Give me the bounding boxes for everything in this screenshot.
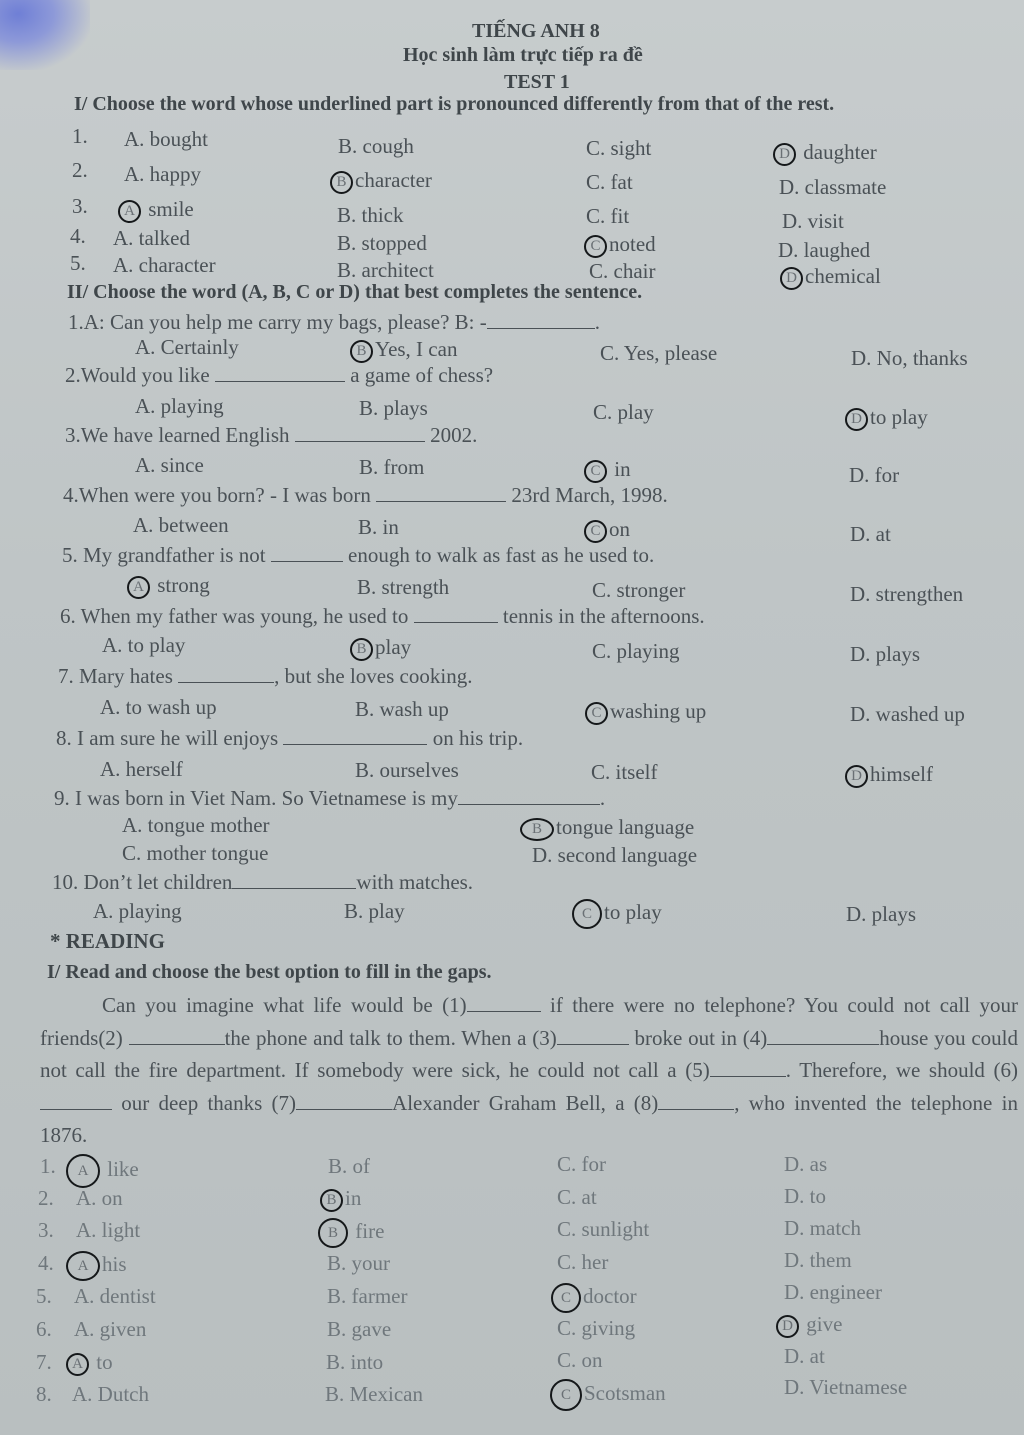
option-d: D. classmate: [779, 175, 887, 199]
circle-mark-icon: B: [520, 818, 554, 841]
q1-option-a: A. Certainly: [135, 335, 239, 359]
option-b: B character: [330, 168, 432, 194]
question-10-text: 10. Don’t let children with matches.: [52, 870, 474, 894]
question-5-text: 5. My grandfather is not enough to walk as fast as he used to.: [62, 543, 655, 567]
q4-option-b: B. in: [358, 515, 399, 539]
test-title: TEST 1: [504, 71, 570, 93]
option-c: C. sunlight: [557, 1217, 650, 1241]
option-a: A his: [66, 1251, 127, 1281]
option-c: C. for: [557, 1152, 606, 1176]
q1-option-d: D. No, thanks: [851, 346, 968, 370]
row-number: 3.: [38, 1218, 54, 1242]
q-number: 2.: [72, 158, 88, 182]
q-number: 3.: [72, 194, 88, 218]
q8-option-c: C. itself: [591, 760, 658, 784]
circle-mark-icon: C: [584, 520, 607, 543]
circle-mark-icon: D: [845, 408, 868, 431]
option-d: D. them: [784, 1248, 852, 1272]
question-7-text: 7. Mary hates , but she loves cooking.: [58, 664, 473, 688]
option-c: C. at: [557, 1185, 597, 1209]
circle-mark-icon: D: [776, 1315, 799, 1338]
option-d: D. to: [784, 1184, 826, 1208]
question-1-text: 1.A: Can you help me carry my bags, please? B: - .: [68, 310, 600, 334]
q5-option-d: D. strengthen: [850, 582, 964, 606]
option-d: D. match: [784, 1216, 861, 1240]
q1-option-b: B Yes, I can: [350, 337, 457, 363]
q9-option-a: A. tongue mother: [122, 813, 270, 837]
question-2-text: 2.Would you like a game of chess?: [65, 363, 494, 387]
option-c: C. on: [557, 1348, 603, 1372]
option-a: A like: [66, 1154, 139, 1188]
option-a: A. talked: [113, 226, 190, 250]
option-a: A. happy: [124, 162, 201, 186]
q8-option-d: D himself: [845, 762, 933, 788]
option-a: A. light: [76, 1218, 141, 1242]
row-number: 6.: [36, 1317, 52, 1341]
circle-mark-icon: C: [550, 1379, 582, 1411]
q5-option-b: B. strength: [357, 575, 450, 599]
row-number: 2.: [38, 1186, 54, 1210]
q6-option-d: D. plays: [850, 642, 920, 666]
q8-option-b: B. ourselves: [355, 758, 459, 782]
option-a: A. given: [74, 1317, 147, 1341]
option-d: D. as: [784, 1152, 828, 1176]
q5-option-a: A strong: [127, 573, 210, 599]
row-number: 1.: [40, 1154, 56, 1178]
instruction-line: Học sinh làm trực tiếp ra đề: [403, 44, 643, 66]
circle-mark-icon: B: [318, 1218, 348, 1248]
q4-option-d: D. at: [850, 522, 891, 546]
option-c: C. fat: [586, 170, 633, 194]
option-b: B. Mexican: [325, 1382, 423, 1406]
option-d: D. visit: [782, 209, 844, 233]
circle-mark-icon: B: [350, 340, 373, 363]
q8-option-a: A. herself: [100, 757, 183, 781]
q2-option-d: D to play: [845, 405, 928, 431]
q6-option-a: A. to play: [102, 633, 186, 657]
circle-mark-icon: C: [572, 899, 602, 929]
reading-heading: * READING: [50, 929, 165, 953]
q9-option-c: C. mother tongue: [122, 841, 269, 865]
row-number: 8.: [36, 1382, 52, 1406]
q1-option-c: C. Yes, please: [600, 341, 718, 365]
option-d: D. at: [784, 1344, 825, 1368]
option-a: A to: [66, 1350, 113, 1376]
option-b: B. gave: [327, 1317, 392, 1341]
option-a: A. bought: [124, 127, 208, 151]
part1-title: I/ Choose the word whose underlined part is pronounced differently from that of the rest.: [74, 93, 835, 115]
q-number: 5.: [70, 251, 86, 275]
circle-mark-icon: B: [320, 1189, 343, 1212]
option-c: C Scotsman: [550, 1379, 666, 1411]
option-c: C. giving: [557, 1316, 636, 1340]
reading-title: I/ Read and choose the best option to fill in the gaps.: [47, 961, 492, 983]
circle-mark-icon: D: [773, 143, 796, 166]
row-number: 5.: [36, 1284, 52, 1308]
question-8-text: 8. I am sure he will enjoys on his trip.: [56, 726, 524, 750]
circle-mark-icon: C: [585, 702, 608, 725]
option-b: B in: [320, 1186, 361, 1212]
part2-title: II/ Choose the word (A, B, C or D) that best completes the sentence.: [67, 281, 643, 303]
circle-mark-icon: A: [66, 1251, 100, 1281]
q6-option-b: B play: [350, 635, 411, 661]
option-a: A. Dutch: [72, 1382, 149, 1406]
q3-option-a: A. since: [135, 453, 204, 477]
option-a: A. character: [113, 253, 216, 277]
circle-mark-icon: A: [118, 200, 141, 223]
circle-mark-icon: B: [330, 171, 353, 194]
circle-mark-icon: C: [584, 235, 607, 258]
q7-option-a: A. to wash up: [100, 695, 217, 719]
option-d: D chemical: [780, 264, 881, 290]
q3-option-b: B. from: [359, 455, 425, 479]
q3-option-c: C in: [584, 457, 631, 483]
q3-option-d: D. for: [849, 463, 900, 487]
q7-option-d: D. washed up: [850, 702, 965, 726]
option-b: B. of: [328, 1154, 370, 1178]
option-b: B. stopped: [337, 231, 427, 255]
option-d: D. engineer: [784, 1280, 882, 1304]
circle-mark-icon: B: [350, 638, 373, 661]
circle-mark-icon: A: [66, 1154, 100, 1188]
q4-option-a: A. between: [133, 513, 229, 537]
option-c: C. her: [557, 1250, 609, 1274]
q10-option-d: D. plays: [846, 902, 916, 926]
q4-option-c: C on: [584, 517, 630, 543]
option-c: C. chair: [589, 259, 656, 283]
circle-mark-icon: D: [845, 765, 868, 788]
option-d: D. Vietnamese: [784, 1375, 908, 1399]
question-9-text: 9. I was born in Viet Nam. So Vietnamese is my .: [54, 786, 606, 810]
option-d: D daughter: [773, 140, 877, 166]
option-b: B fire: [318, 1218, 384, 1248]
q10-option-a: A. playing: [93, 899, 182, 923]
q9-option-d: D. second language: [532, 843, 698, 867]
option-b: B. thick: [337, 203, 404, 227]
row-number: 4.: [38, 1251, 54, 1275]
q10-option-c: C to play: [572, 899, 662, 929]
q2-option-a: A. playing: [135, 394, 224, 418]
option-d: D. laughed: [778, 238, 871, 262]
option-b: B. cough: [338, 134, 414, 158]
q10-option-b: B. play: [344, 899, 405, 923]
circle-mark-icon: A: [66, 1353, 89, 1376]
q7-option-c: C washing up: [585, 699, 706, 725]
option-c: C noted: [584, 232, 656, 258]
q7-option-b: B. wash up: [355, 697, 449, 721]
subject-title: TIẾNG ANH 8: [472, 20, 600, 42]
option-a: A smile: [118, 197, 194, 223]
option-b: B. architect: [337, 258, 434, 282]
option-c: C. fit: [586, 204, 630, 228]
q-number: 4.: [70, 224, 86, 248]
q5-option-c: C. stronger: [592, 578, 686, 602]
q6-option-c: C. playing: [592, 639, 680, 663]
reading-passage: Can you imagine what life would be (1) if there were no telephone? You could not call your friends(2) the phone and talk to them. When a (3) broke out in (4) house you could not call the fire department. If somebody were sick, he could not call a (5) . Therefore, we should (6) our deep thanks (7) Alexander Graham Bell, a (8) , who invented the telephone in 1876.: [40, 993, 1018, 1147]
row-number: 7.: [36, 1350, 52, 1374]
option-b: B. into: [326, 1350, 384, 1374]
option-b: B. your: [327, 1251, 390, 1275]
circle-mark-icon: D: [780, 267, 803, 290]
pen-glare: [0, 0, 90, 70]
option-c: C doctor: [551, 1283, 637, 1313]
circle-mark-icon: C: [584, 460, 607, 483]
question-6-text: 6. When my father was young, he used to tennis in the afternoons.: [60, 604, 705, 628]
question-4-text: 4.When were you born? - I was born 23rd March, 1998.: [63, 483, 668, 507]
option-a: A. dentist: [74, 1284, 156, 1308]
option-a: A. on: [76, 1186, 123, 1210]
circle-mark-icon: C: [551, 1283, 581, 1313]
q2-option-c: C. play: [593, 400, 654, 424]
circle-mark-icon: A: [127, 576, 150, 599]
q-number: 1.: [72, 124, 88, 148]
option-c: C. sight: [586, 136, 652, 160]
option-d: D give: [776, 1312, 842, 1338]
q2-option-b: B. plays: [359, 396, 428, 420]
option-b: B. farmer: [327, 1284, 408, 1308]
question-3-text: 3.We have learned English 2002.: [65, 423, 478, 447]
q9-option-b: B tongue language: [520, 815, 694, 841]
